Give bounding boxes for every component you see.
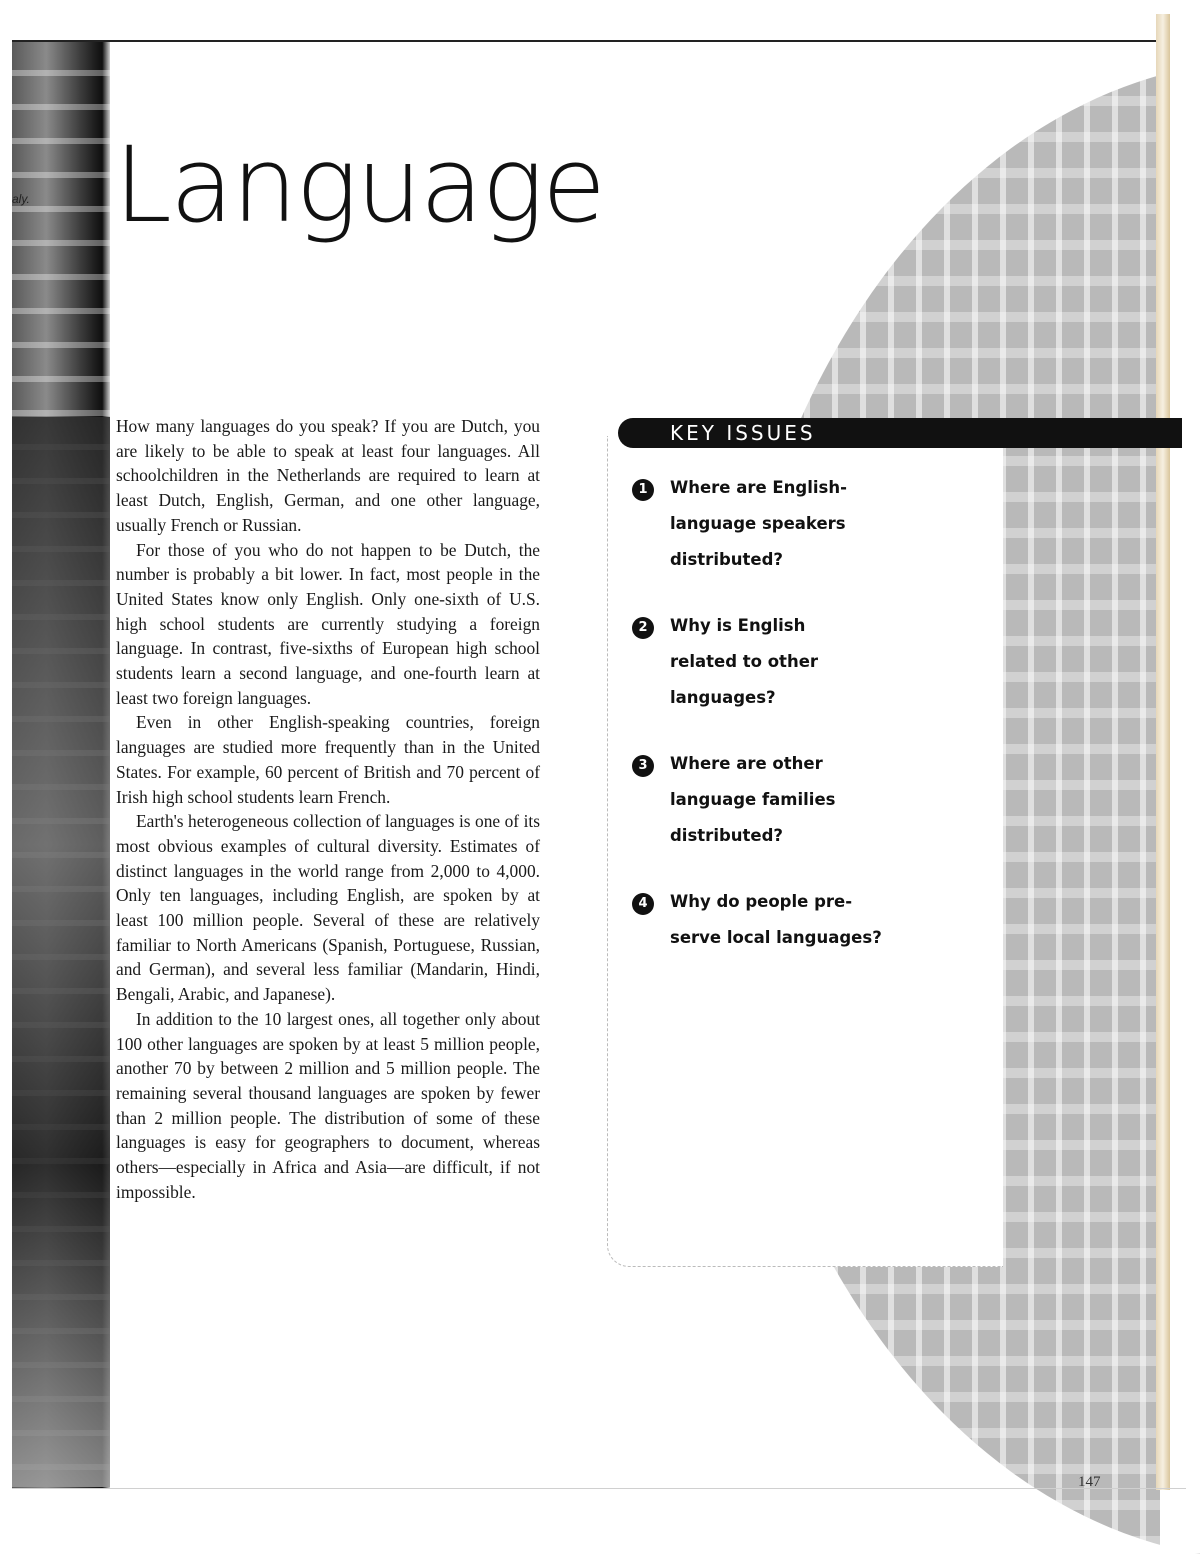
key-issue-line: distributed? xyxy=(670,550,783,569)
key-issues-list xyxy=(632,470,932,986)
key-issue-1 xyxy=(632,470,932,578)
key-issue-line: distributed? xyxy=(670,826,783,845)
paragraph: How many languages do you speak? If you are Dutch, you are likely to be able to speak at least four languages. All schoolchildren in the Netherlands are required to learn at least Dutch, English, German, and one other language, usually French or Russian. xyxy=(116,416,540,535)
margin-fragment: aly. xyxy=(12,192,30,206)
key-issue-line: languages? xyxy=(670,688,776,707)
key-issue-line: language speakers xyxy=(670,514,846,533)
bottom-rule xyxy=(12,1488,1186,1489)
top-rule xyxy=(12,40,1186,42)
key-issue-line: serve local languages? xyxy=(670,928,882,947)
key-issue-line: Why is English xyxy=(670,616,806,635)
key-issue-2 xyxy=(632,608,932,716)
key-issue-4 xyxy=(632,884,932,956)
page-number: 147 xyxy=(1078,1474,1101,1490)
key-issue-line: Where are English- xyxy=(670,478,847,497)
key-issue-line: related to other xyxy=(670,652,819,671)
key-issue-line: Where are other xyxy=(670,754,823,773)
number-badge-icon: 4 xyxy=(632,893,654,915)
number-badge-icon: 1 xyxy=(632,479,654,501)
paragraph: For those of you who do not happen to be Dutch, the number is probably a bit lower. In fact, most people in the United States know only English. Only one-sixth of U.S. high school students are currently studying a foreign language. In contrast, five-sixths of European high school students learn a second language, and one-fourth learn at least two foreign languages. xyxy=(116,539,540,708)
key-issues-header xyxy=(618,418,1182,448)
paragraph: Earth's heterogeneous collection of languages is one of its most obvious examples of cultural diversity. Estimates of distinct languages in the world range from 2,000 to 4,000. Only ten languages, including English, are spoken by at least 100 million people. Several of these are relatively familiar to North Americans (Spanish, Portuguese, Russian, and German), and several less familiar (Mandarin, Hindi, Bengali, Arabic, and Japanese). xyxy=(116,811,540,1005)
left-photo-strip xyxy=(12,42,110,1488)
page-title: Language xyxy=(114,124,605,246)
photo-image xyxy=(12,417,110,1487)
body-text xyxy=(116,414,540,1205)
key-issue-line: Why do people pre- xyxy=(670,892,853,911)
key-issues-heading: KEY ISSUES xyxy=(670,421,816,445)
paragraph: Even in other English-speaking countries, foreign languages are studied more frequently than in the United States. For example, 60 percent of British and 70 percent of Irish high school students learn French. xyxy=(116,712,540,807)
number-badge-icon: 2 xyxy=(632,617,654,639)
number-badge-icon: 3 xyxy=(632,755,654,777)
paragraph: In addition to the 10 largest ones, all together only about 100 other languages are spoken by at least 5 million people, another 70 by between 2 million and 5 million people. The remaining several thousand languages are spoken by fewer than 2 million people. The distribution of some of these languages is easy for geographers to document, whereas others—especially in Africa and Asia—are difficult, if not impossible. xyxy=(116,1008,540,1202)
binding-edge xyxy=(1156,14,1170,1490)
key-issue-line: language families xyxy=(670,790,836,809)
key-issue-3 xyxy=(632,746,932,854)
